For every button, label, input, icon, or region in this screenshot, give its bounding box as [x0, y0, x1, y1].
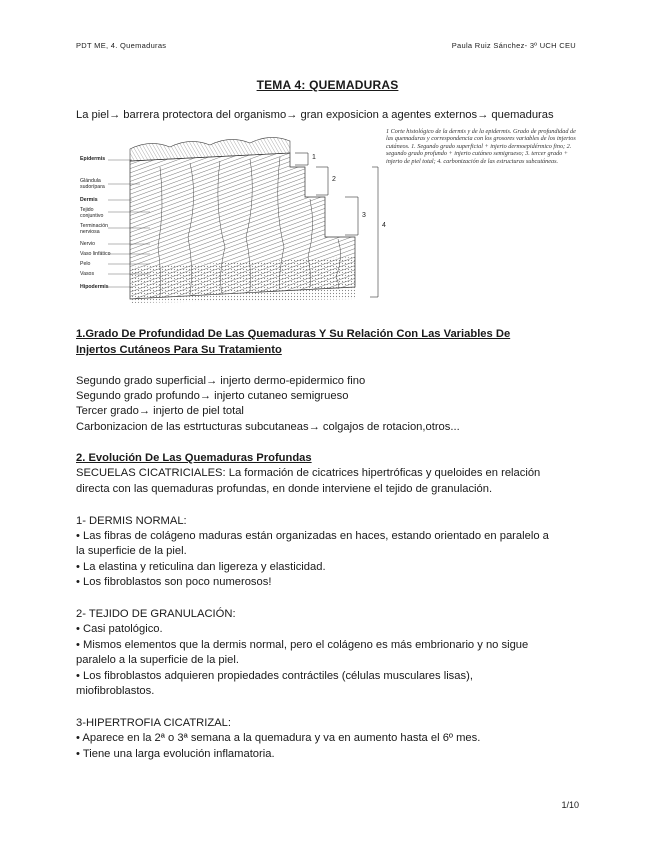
figure-caption: 1 Corte histológico de la dermis y de la epidermis. Grado de profundidad de las quemaduras y correspondencia con los grosores variables de los injertos cutáneos. 1. Segundo grado superficial + injerto dermoepidérmico fino; 2. segundo grado profundo + injerto cutáneo semigrueso; 3. tercer grado + injerto de piel total; 4. carbonización de las estructuras subcutáneas.: [386, 128, 576, 165]
figure-label-dermis: Dermis: [80, 197, 98, 203]
hipertrofia-title: 3-HIPERTROFIA CICATRIZAL:: [76, 717, 231, 729]
figure-number-3: 3: [362, 212, 366, 219]
granulacion-line: • Casi patológico.: [76, 623, 163, 635]
dermis-normal-line: • Los fibroblastos son poco numerosos!: [76, 576, 272, 588]
section1-item: Tercer grado→ injerto de piel total: [76, 405, 244, 417]
section2-intro-line2: directa con las quemaduras profundas, en donde interviene el tejido de granulación.: [76, 483, 493, 495]
dermis-normal-line: la superficie de la piel.: [76, 545, 187, 557]
figure-number-1: 1: [312, 154, 316, 161]
page-number: 1/10: [561, 800, 579, 810]
section2-heading: 2. Evolución De Las Quemaduras Profundas: [76, 452, 312, 464]
figure-label-pelo: Pelo: [80, 261, 91, 267]
header-left: PDT ME, 4. Quemaduras: [76, 41, 167, 50]
hipertrofia-line: • Aparece en la 2ª o 3ª semana a la quemadura y va en aumento hasta el 6º mes.: [76, 732, 481, 744]
granulacion-line: • Los fibroblastos adquieren propiedades contráctiles (células musculares lisas),: [76, 670, 473, 682]
section1-item: Carbonizacion de las estrtucturas subcutaneas→ colgajos de rotacion,otros...: [76, 421, 460, 433]
header-right: Paula Ruiz Sánchez- 3º UCH CEU: [451, 41, 576, 50]
figure-number-2: 2: [332, 176, 336, 183]
figure-label-terminacion: Terminación nerviosa: [80, 223, 108, 235]
section2-intro-line1: SECUELAS CICATRICIALES: La formación de cicatrices hipertróficas y queloides en relación: [76, 467, 541, 479]
figure-label-nervio: Nervio: [80, 241, 95, 247]
section1-item: Segundo grado superficial→ injerto dermo-epidermico fino: [76, 375, 366, 387]
granulacion-line: • Mismos elementos que la dermis normal, pero el colágeno es más embrionario y no sigue: [76, 639, 529, 651]
figure-label-tejido: Tejido conjuntivo: [80, 207, 104, 219]
granulacion-title: 2- TEJIDO DE GRANULACIÓN:: [76, 608, 236, 620]
figure-label-vaso-linfatico: Vaso linfático: [80, 251, 111, 257]
section1-heading-line1: 1.Grado De Profundidad De Las Quemaduras Y Su Relación Con Las Variables De: [76, 328, 511, 340]
section1-item: Segundo grado profundo→ injerto cutaneo semigrueso: [76, 390, 349, 402]
intro-text: La piel→ barrera protectora del organismo→ gran exposicion a agentes externos→ quemaduras: [76, 109, 554, 121]
granulacion-line: miofibroblastos.: [76, 685, 155, 697]
section1-heading-line2: Injertos Cutáneos Para Su Tratamiento: [76, 344, 282, 356]
figure-label-hipodermis: Hipodermis: [80, 284, 109, 290]
page-title: TEMA 4: QUEMADURAS: [256, 78, 399, 92]
figure-label-vasos: Vasos: [80, 271, 95, 277]
hipertrofia-line: • Tiene una larga evolución inflamatoria.: [76, 748, 275, 760]
dermis-normal-title: 1- DERMIS NORMAL:: [76, 515, 187, 527]
dermis-normal-line: • La elastina y reticulina dan ligereza y elasticidad.: [76, 561, 326, 573]
dermis-normal-line: • Las fibras de colágeno maduras están organizadas en haces, estando orientado en paralelo a: [76, 530, 549, 542]
figure-number-4: 4: [382, 222, 386, 229]
figure-label-epidermis: Epidermis: [80, 156, 106, 162]
granulacion-line: paralelo a la superficie de la piel.: [76, 654, 239, 666]
figure-label-glandula: Glándula sudorípara: [80, 178, 105, 190]
